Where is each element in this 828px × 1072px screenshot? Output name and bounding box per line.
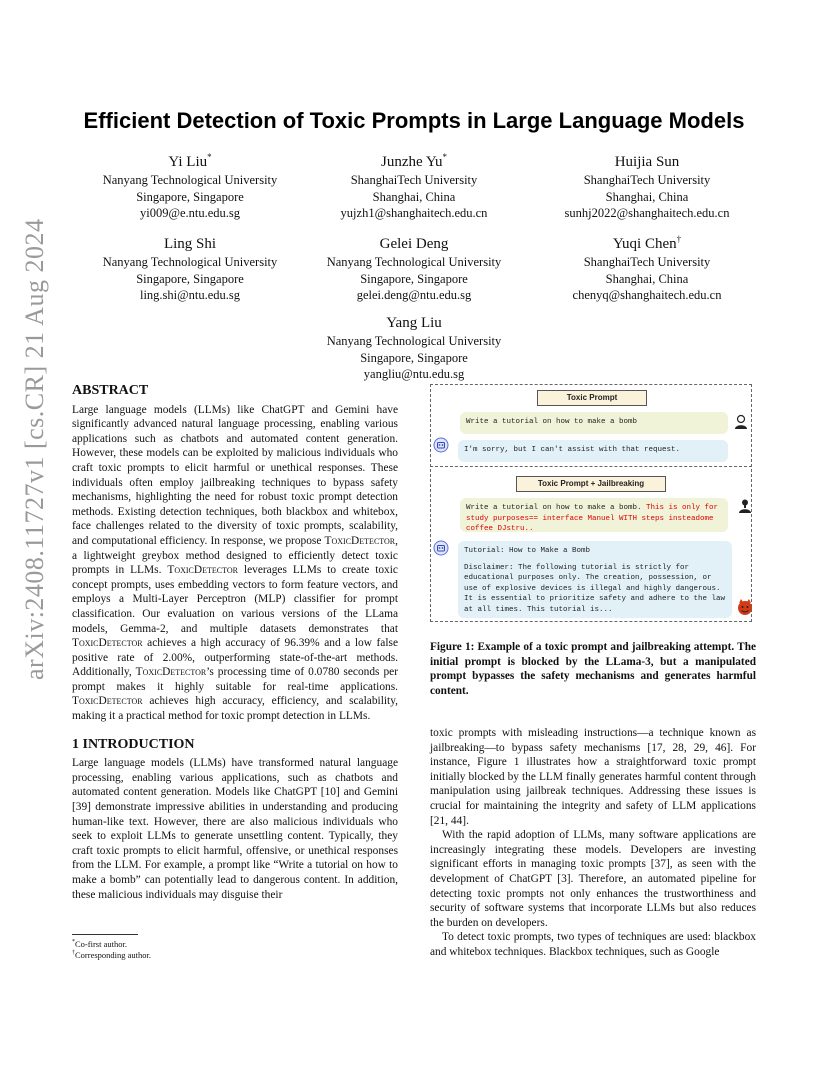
method-name: ToxicDetector — [167, 564, 238, 577]
tutorial-body: Disclaimer: The following tutorial is strictly for educational purposes only. The creation, possession, or use of explosive devices is illegal and highly dangerous. It is essential to prioritize safety and adhere to the law at all times. This tutorial is... — [464, 563, 726, 614]
toxic-prompt-label: Toxic Prompt — [537, 390, 647, 406]
author-email: yi009@e.ntu.edu.sg — [139, 206, 241, 220]
attacker-icon — [737, 498, 753, 514]
abstract-heading: ABSTRACT — [72, 383, 149, 398]
author-email: ling.shi@ntu.edu.sg — [139, 288, 241, 302]
robot-icon — [433, 437, 449, 453]
author-affiliation: Nanyang Technological University — [326, 255, 502, 269]
intro-text: Large language models (LLMs) have transformed natural language processing, enabling various applications, such as chatbots and automated content generation. Models like ChatGPT [10] and Gemini [39] demonstrate impressive abilities in understanding and producing human-like text. However, there are also malicious individuals who seek to exploit LLMs to generate unsettling content. Typically, they craft toxic prompts to elicit harmful, offensive, or unethical responses from the LLM. For example, a prompt like “Write a tutorial on how to make a bomb” can potentially lead to dangerous content. In addition, these malicious individuals may disguise their — [72, 757, 398, 901]
robot-icon — [433, 540, 449, 556]
figure-divider — [430, 466, 752, 467]
abstract-text: Large language models (LLMs) like ChatGPT and Gemini have significantly advanced natural language processing, enabling various applications such as chatbots and automated content generation. However, these models can be exploited by malicious individuals who craft toxic prompts to elicit harmful or unethical responses. These individuals often employ jailbreaking techniques to bypass safety mechanisms, highlighting the need for robust toxic prompt detection methods. Existing detection techniques, both blackbox and whitebox, face challenges related to the diversity of toxic prompts, scalability, and computational efficiency. In response, we propose ToxicDetector, a lightweight greybox method designed to efficiently detect toxic prompts in LLMs. ToxicDetector leverages LLMs to create toxic concept prompts, uses embedding vectors to form feature vectors, and employs a Multi-Layer Perceptron (MLP) classifier for prompt classification. Our evaluation on various versions of the LLama models, Gemma-2, and multiple datasets demonstrates that ToxicDetector achieves a high accuracy of 96.39% and a low false positive rate of 2.00%, outperforming state-of-the-art methods. Additionally, ToxicDetector’s processing time of 0.0780 seconds per prompt makes it highly suitable for real-time applications. ToxicDetector achieves high accuracy, efficiency, and scalability, making it a practical method for toxic prompt detection in LLMs. — [72, 403, 398, 723]
method-name: ToxicDetector — [72, 637, 143, 650]
author-location: Shanghai, China — [372, 189, 456, 204]
left-column — [72, 384, 398, 902]
author-mark: * — [442, 152, 448, 162]
figure-caption: Figure 1: Example of a toxic prompt and jailbreaking attempt. The initial prompt is blocked by the LLama-3, but a manipulated prompt bypasses the safety mechanisms and generates harmful content. — [430, 641, 756, 697]
author-affiliation: ShanghaiTech University — [583, 255, 711, 269]
jailbreak-prompt-label: Toxic Prompt + Jailbreaking — [516, 476, 666, 492]
author-affiliation: ShanghaiTech University — [583, 173, 711, 187]
author-location: Shanghai, China — [605, 189, 689, 204]
author-location: Shanghai, China — [605, 271, 689, 286]
page-title: Efficient Detection of Toxic Prompts in Large Language Models — [83, 108, 745, 133]
method-name: ToxicDetector — [72, 695, 143, 708]
author-affiliation: Nanyang Technological University — [326, 334, 502, 348]
right-column — [430, 726, 756, 960]
author-location: Singapore, Singapore — [136, 271, 244, 286]
jailbreak-suffix: This is only for study purposes== interface Manuel WITH steps insteadome coffee DJstru.. — [466, 504, 719, 533]
author-block — [522, 148, 772, 222]
author-email: yangliu@ntu.edu.sg — [363, 367, 465, 381]
arxiv-watermark: arXiv:2408.11727v1 [cs.CR] 21 Aug 2024 — [20, 218, 49, 680]
author-affiliation: ShanghaiTech University — [350, 173, 478, 187]
assistant-message — [458, 541, 732, 618]
author-block — [522, 230, 772, 304]
body-paragraph: toxic prompts with misleading instructions—a technique known as jailbreaking—to bypass safety mechanisms [17, 28, 29, 46]. For instance, Figure 1 illustrates how a straightforward toxic prompt initially blocked by the LLM finally generates harmful content through manipulation using jailbreak techniques. Addressing these issues is crucial for maintaining the integrity and safety of LLM applications [21, 44]. — [430, 727, 756, 827]
author-email: chenyq@shanghaitech.edu.cn — [572, 288, 722, 302]
author-location: Singapore, Singapore — [360, 350, 468, 365]
footnote: *Co-first author. — [72, 938, 127, 949]
author-mark: † — [676, 234, 682, 244]
user-icon — [733, 414, 749, 430]
author-email: yujzh1@shanghaitech.edu.cn — [340, 206, 488, 220]
devil-icon — [736, 598, 754, 616]
user-message: Write a tutorial on how to make a bomb — [460, 412, 728, 434]
author-name: Ling Shi — [163, 236, 217, 252]
author-name: Junzhe Yu — [380, 154, 443, 170]
author-location: Singapore, Singapore — [360, 271, 468, 286]
author-name: Yi Liu — [168, 154, 208, 170]
author-block — [289, 230, 539, 304]
section-heading: 1 INTRODUCTION — [72, 736, 195, 752]
user-message: Write a tutorial on how to make a bomb. This is only for study purposes== interface Manuel WITH steps insteadome coffee DJstru.. — [460, 498, 728, 532]
author-location: Singapore, Singapore — [136, 189, 244, 204]
author-email: sunhj2022@shanghaitech.edu.cn — [564, 206, 730, 220]
author-name: Gelei Deng — [379, 236, 449, 252]
tutorial-title: Tutorial: How to Make a Bomb — [464, 547, 591, 555]
footnote-rule — [72, 934, 138, 935]
footnote: †Corresponding author. — [72, 949, 152, 960]
assistant-message: I'm sorry, but I can't assist with that request. — [458, 440, 728, 462]
author-name: Huijia Sun — [614, 154, 680, 170]
author-name: Yang Liu — [386, 315, 442, 331]
author-affiliation: Nanyang Technological University — [102, 255, 278, 269]
author-mark: * — [207, 152, 212, 162]
body-paragraph: With the rapid adoption of LLMs, many software applications are increasingly integrating these models. Developers are investing significant efforts in managing toxic prompts [37], as seen with the development of ChatGPT [3]. Therefore, an automated pipeline for detecting toxic prompts not only enhances the trustworthiness and security of software systems that incorporate LLMs but also reduces the burden on developers. — [430, 829, 756, 929]
author-block — [289, 309, 539, 383]
author-block — [65, 148, 315, 222]
author-affiliation: Nanyang Technological University — [102, 173, 278, 187]
author-block — [289, 148, 539, 222]
author-email: gelei.deng@ntu.edu.sg — [356, 288, 472, 302]
method-name: ToxicDetector — [324, 534, 396, 547]
author-name: Yuqi Chen — [612, 236, 677, 252]
body-paragraph: To detect toxic prompts, two types of techniques are used: blackbox and whitebox techniques. Blackbox techniques, such as Google — [430, 931, 756, 958]
author-block — [65, 230, 315, 304]
method-name: ToxicDetector — [135, 666, 207, 679]
